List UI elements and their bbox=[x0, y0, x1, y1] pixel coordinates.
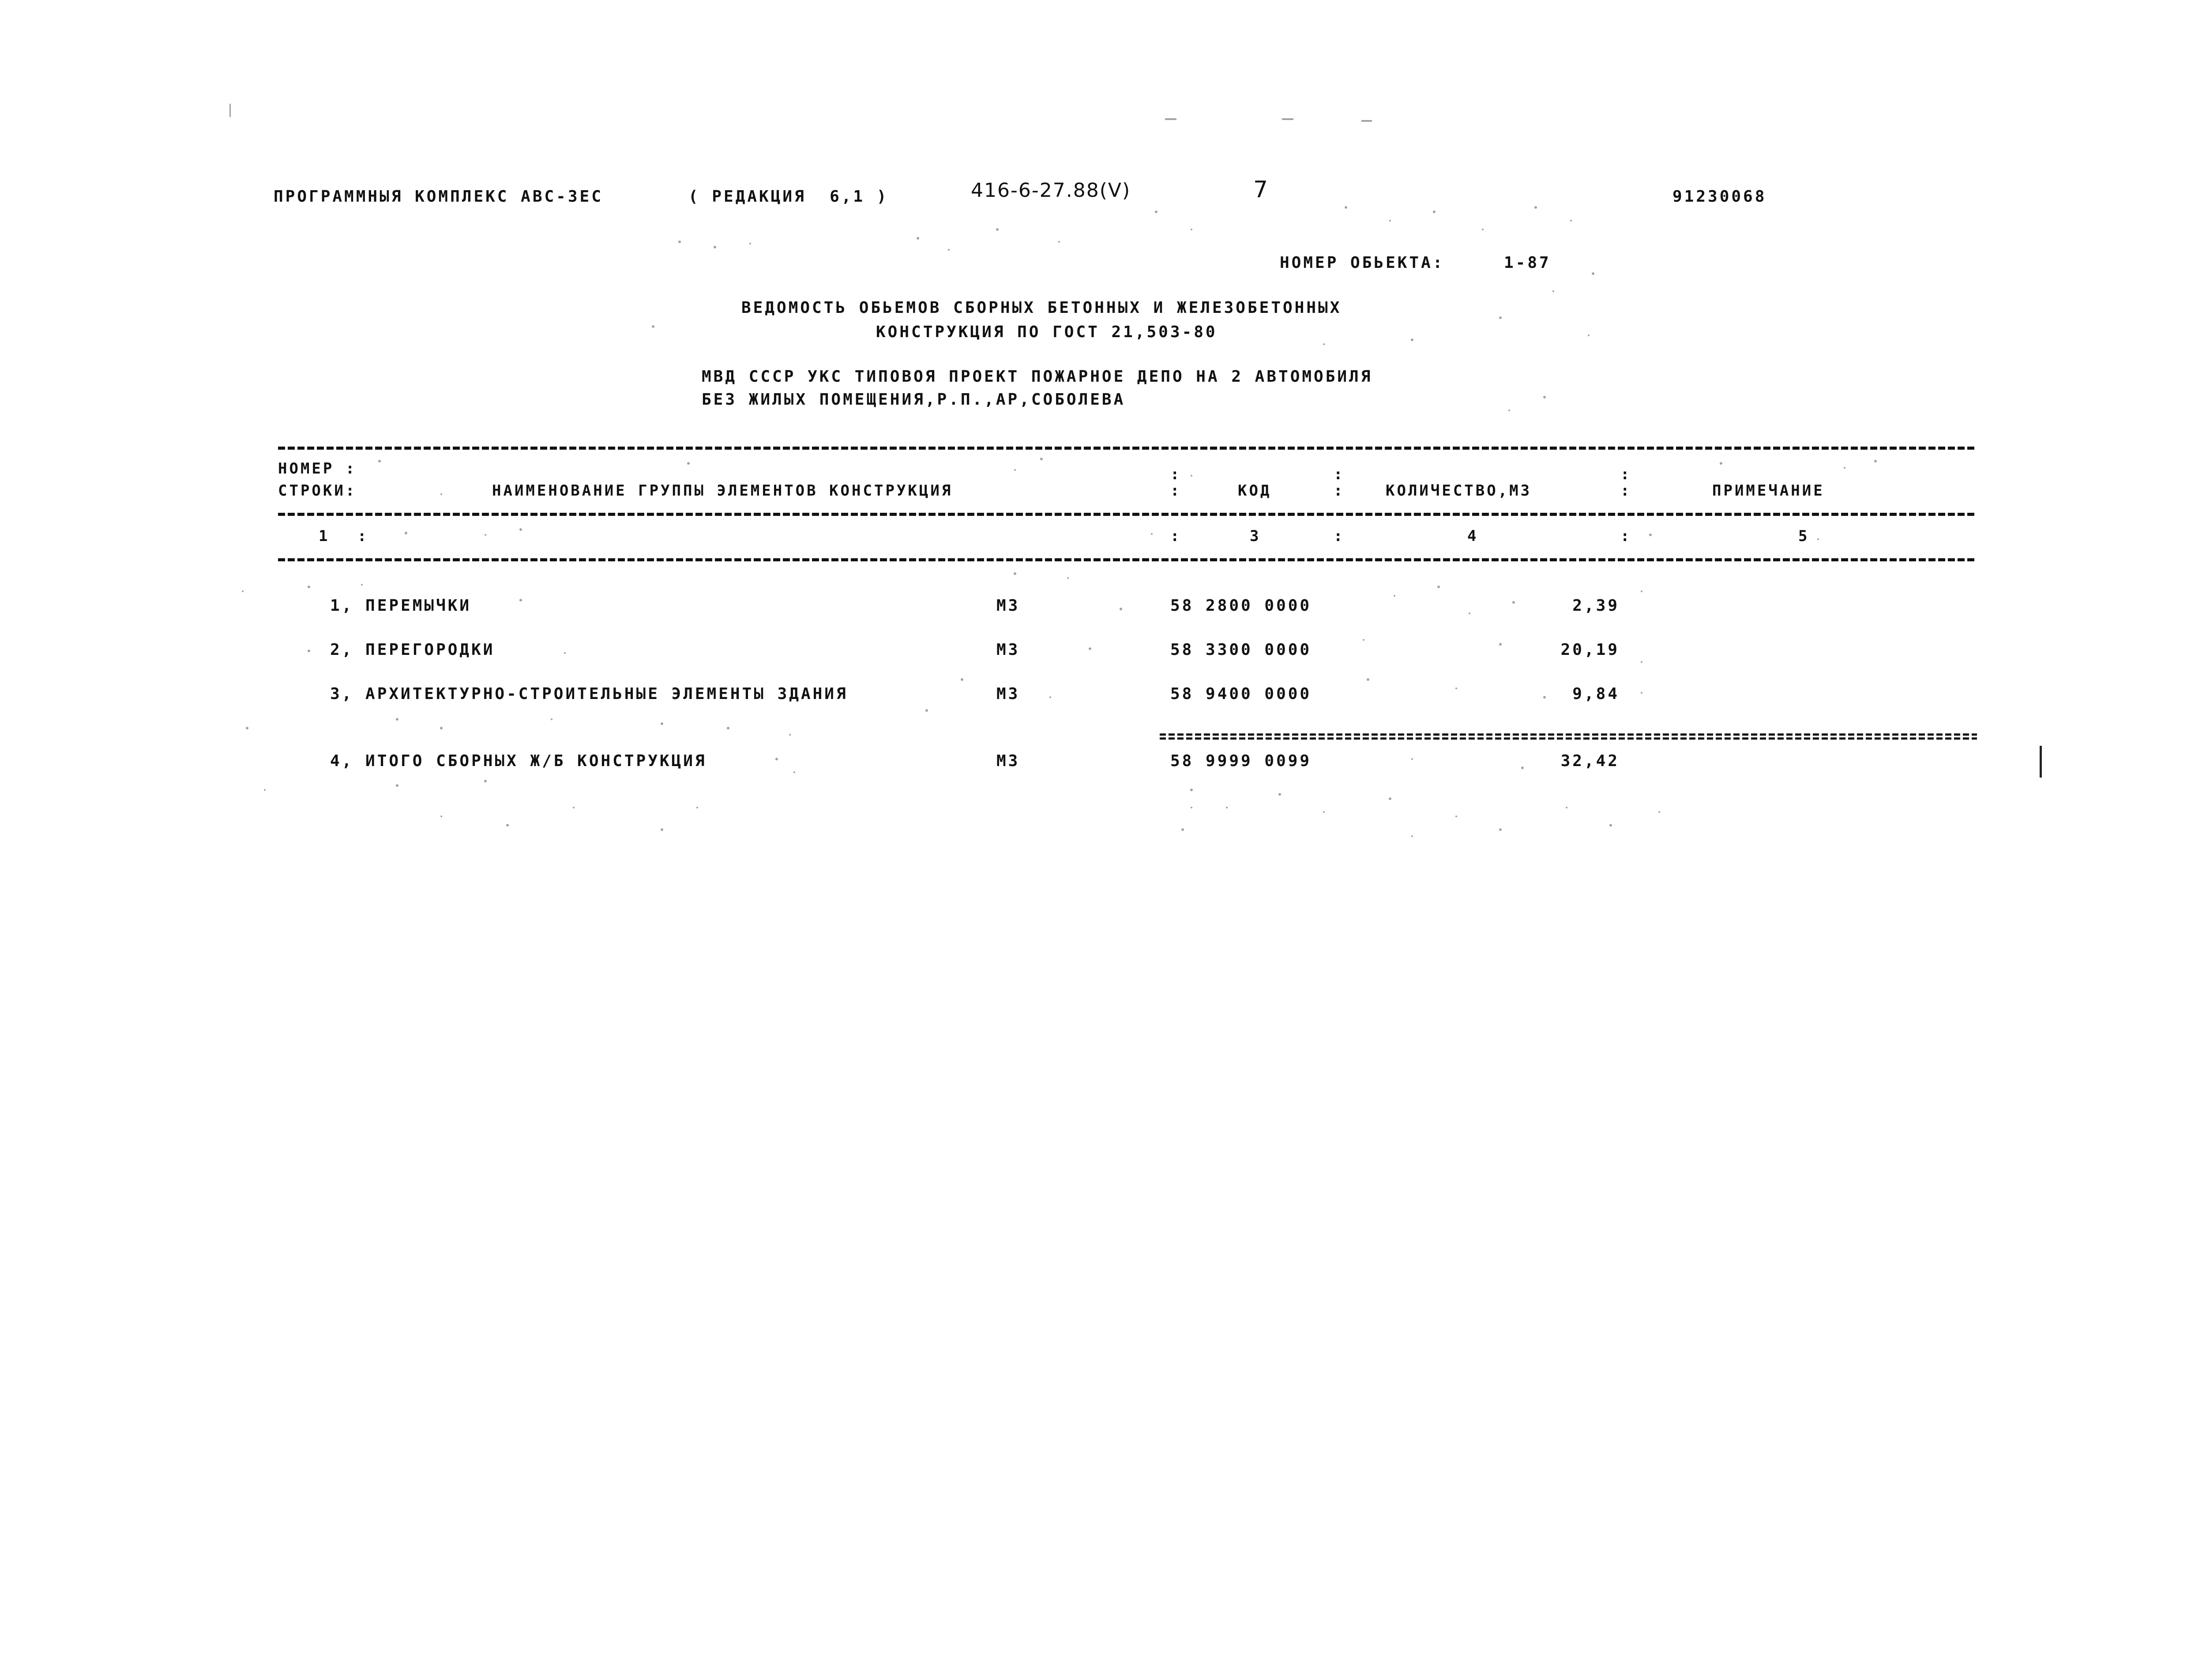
document-id: 91230068 bbox=[1672, 188, 1767, 206]
row-quantity: 2,39 bbox=[1572, 597, 1620, 615]
header-separator: : bbox=[1334, 466, 1345, 483]
header-separator: : bbox=[1620, 482, 1632, 500]
row-unit: М3 bbox=[996, 641, 1020, 659]
row-name: 3, АРХИТЕКТУРНО-СТРОИТЕЛЬНЫЕ ЭЛЕМЕНТЫ ЗДАНИЯ bbox=[330, 685, 848, 703]
header-row-number-line-2: СТРОКИ: bbox=[278, 482, 357, 500]
project-description-line-2: БЕЗ ЖИЛЫХ ПОМЕЩЕНИЯ,Р.П.,АР,СОБОЛЕВА bbox=[702, 391, 1126, 409]
header-separator: : bbox=[1334, 482, 1345, 500]
row-code: 58 3300 0000 bbox=[1170, 641, 1312, 659]
header-bottom-rule bbox=[278, 513, 1977, 516]
row-code: 58 9400 0000 bbox=[1170, 685, 1312, 703]
header-separator: : bbox=[1620, 466, 1632, 483]
margin-mark bbox=[2040, 746, 2042, 778]
row-name: 1, ПЕРЕМЫЧКИ bbox=[330, 597, 472, 615]
column-number-1: 1 bbox=[319, 527, 330, 545]
header-quantity: КОЛИЧЕСТВО,М3 bbox=[1386, 482, 1532, 500]
table-top-rule bbox=[278, 447, 1977, 450]
project-code-handwritten: 416-6-27.88(V) bbox=[971, 179, 1131, 202]
project-description-line-1: МВД СССР УКС ТИПОВОЯ ПРОЕКТ ПОЖАРНОЕ ДЕПО НА 2 АВТОМОБИЛЯ bbox=[702, 368, 1373, 386]
page-number-handwritten: 7 bbox=[1253, 177, 1269, 203]
header-separator: : bbox=[1170, 466, 1182, 483]
row-quantity: 9,84 bbox=[1572, 685, 1620, 703]
total-name: 4, ИТОГО СБОРНЫХ Ж/Б КОНСТРУКЦИЯ bbox=[330, 752, 707, 770]
column-separator: : bbox=[1334, 527, 1345, 545]
column-numbers-bottom-rule bbox=[278, 558, 1977, 561]
row-unit: М3 bbox=[996, 685, 1020, 703]
header-code: КОД bbox=[1238, 482, 1272, 500]
column-number-4: 4 bbox=[1467, 527, 1479, 545]
header-name: НАИМЕНОВАНИЕ ГРУППЫ ЭЛЕМЕНТОВ КОНСТРУКЦИЯ bbox=[492, 482, 953, 500]
row-name: 2, ПЕРЕГОРОДКИ bbox=[330, 641, 495, 659]
header-separator: : bbox=[1170, 482, 1182, 500]
total-unit: М3 bbox=[996, 752, 1020, 770]
header-note: ПРИМЕЧАНИЕ bbox=[1712, 482, 1825, 500]
program-name: ПРОГРАММНЫЯ КОМПЛЕКС АВС-3ЕС bbox=[274, 188, 603, 206]
column-separator: : bbox=[357, 527, 369, 545]
report-title-line-1: ВЕДОМОСТЬ ОБЬЕМОВ СБОРНЫХ БЕТОННЫХ И ЖЕЛЕЗОБЕТОННЫХ bbox=[741, 299, 1342, 317]
column-separator: : bbox=[1170, 527, 1182, 545]
column-number-3: 3 bbox=[1250, 527, 1261, 545]
column-number-5: 5 bbox=[1798, 527, 1810, 545]
total-quantity: 32,42 bbox=[1560, 752, 1620, 770]
edition-label: ( РЕДАКЦИЯ 6,1 ) bbox=[688, 188, 889, 206]
row-unit: М3 bbox=[996, 597, 1020, 615]
total-double-rule bbox=[1160, 733, 1977, 740]
report-title-line-2: КОНСТРУКЦИЯ ПО ГОСТ 21,503-80 bbox=[876, 323, 1218, 341]
row-quantity: 20,19 bbox=[1560, 641, 1620, 659]
object-number-label: НОМЕР ОБЬЕКТА: bbox=[1280, 254, 1445, 272]
header-row-number-line-1: НОМЕР : bbox=[278, 460, 357, 477]
object-number: 1-87 bbox=[1504, 254, 1551, 272]
row-code: 58 2800 0000 bbox=[1170, 597, 1312, 615]
total-code: 58 9999 0099 bbox=[1170, 752, 1312, 770]
column-separator: : bbox=[1620, 527, 1632, 545]
